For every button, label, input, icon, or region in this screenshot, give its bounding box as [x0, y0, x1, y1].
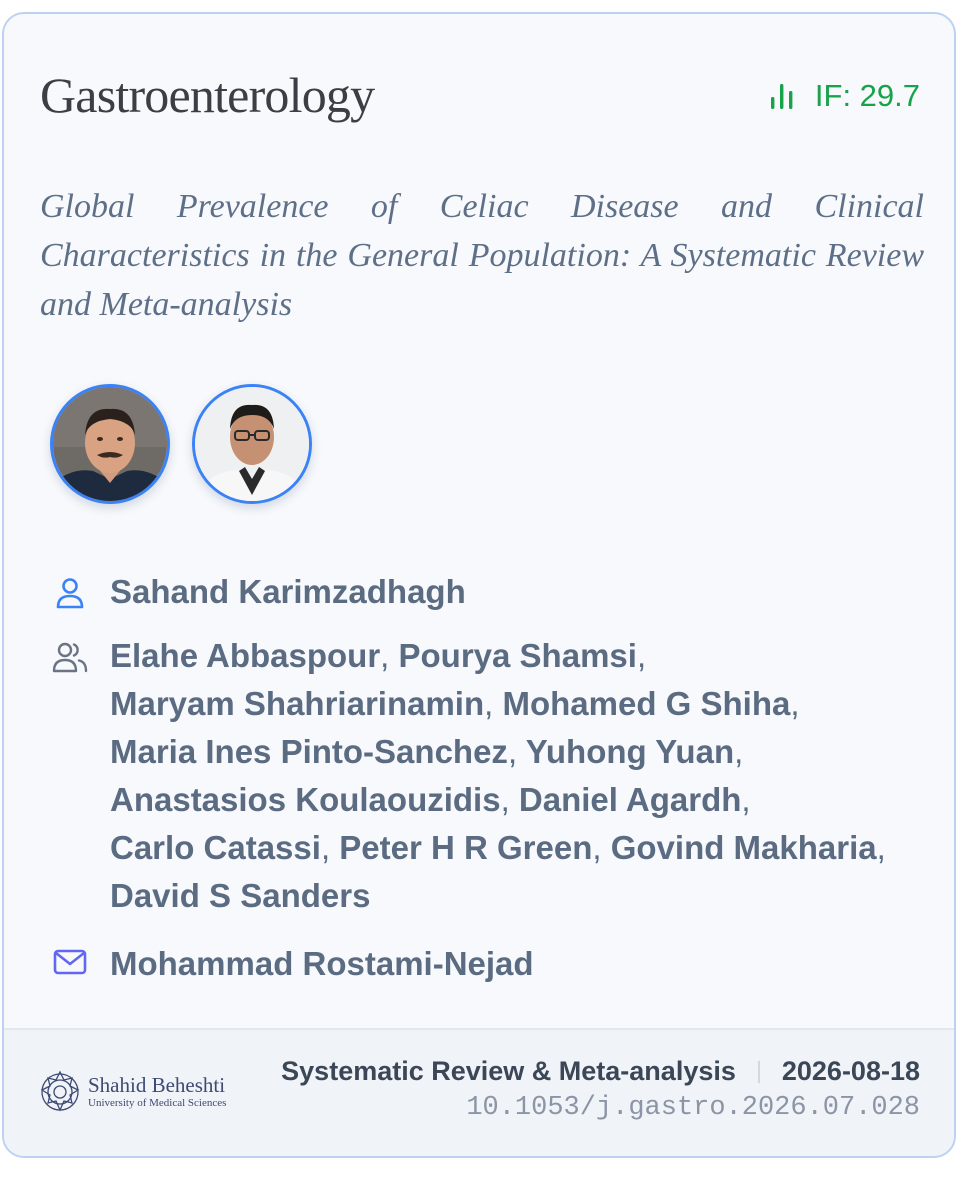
- coauthor[interactable]: David S Sanders: [110, 877, 371, 914]
- first-author[interactable]: Sahand Karimzadhagh: [110, 573, 466, 610]
- institution-logo: [38, 1068, 226, 1116]
- publication-date: 2026-08-18: [781, 1056, 920, 1086]
- corresponding-author[interactable]: Mohammad Rostami-Nejad: [110, 945, 534, 982]
- coauthor-list: Elahe Abbaspour, Pourya Shamsi, Maryam Shahriarinamin, Mohamed G Shiha, Maria Ines Pinto-Sanchez, Yuhong Yuan, Anastasios Koulaouzidis, Daniel Agardh, Carlo Catassi, Peter H R Green, Govind Makharia, David S Sanders: [110, 637, 886, 914]
- article-card: [2, 12, 956, 1158]
- corresponding-author-row: [50, 940, 930, 988]
- impact-factor: [769, 78, 920, 114]
- coauthor[interactable]: Maria Ines Pinto-Sanchez: [110, 733, 508, 770]
- coauthor[interactable]: Anastasios Koulaouzidis: [110, 781, 501, 818]
- impact-factor-value: IF: 29.7: [814, 78, 920, 113]
- bar-chart-icon: [769, 81, 797, 111]
- coauthor[interactable]: Maryam Shahriarinamin: [110, 685, 485, 722]
- user-icon: [55, 576, 85, 610]
- avatar[interactable]: [50, 384, 170, 504]
- article-title[interactable]: Global Prevalence of Celiac Disease and Clinical Characteristics in the General Population: A Systematic Review and Meta-analysis: [40, 188, 924, 323]
- coauthor[interactable]: Yuhong Yuan: [525, 733, 735, 770]
- doi-link[interactable]: 10.1053/j.gastro.2026.07.028: [466, 1093, 920, 1123]
- institution-emblem-icon: [38, 1068, 82, 1116]
- avatar[interactable]: [192, 384, 312, 504]
- author-avatars: [50, 384, 334, 504]
- coauthor[interactable]: Pourya Shamsi: [398, 637, 637, 674]
- first-author-row: [50, 568, 930, 616]
- mail-icon: [53, 948, 87, 976]
- coauthor[interactable]: Peter H R Green: [339, 829, 593, 866]
- coauthor[interactable]: Mohamed G Shiha: [502, 685, 791, 722]
- users-icon: [52, 640, 88, 674]
- journal-name: Gastroenterology: [40, 67, 375, 123]
- coauthor[interactable]: Govind Makharia: [610, 829, 877, 866]
- card-footer: [4, 1028, 954, 1156]
- coauthors-row: [50, 632, 930, 920]
- coauthor[interactable]: Elahe Abbaspour: [110, 637, 381, 674]
- coauthor[interactable]: Daniel Agardh: [518, 781, 742, 818]
- coauthor[interactable]: Carlo Catassi: [110, 829, 321, 866]
- institution-subtitle: University of Medical Sciences: [88, 1097, 227, 1109]
- divider: [758, 1061, 760, 1083]
- article-type: Systematic Review & Meta-analysis: [281, 1056, 736, 1086]
- institution-name: Shahid Beheshti: [88, 1073, 226, 1097]
